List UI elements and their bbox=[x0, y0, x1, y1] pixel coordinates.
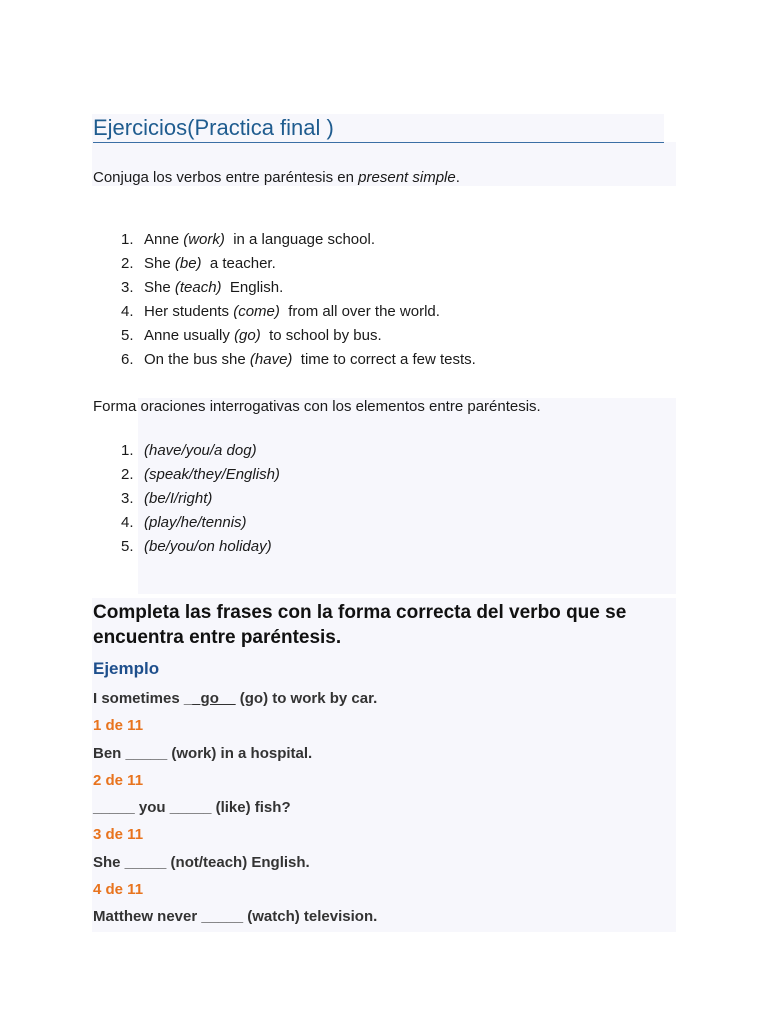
item-number: 2. bbox=[121, 466, 134, 483]
instruction-text: Conjuga los verbos entre paréntesis en bbox=[93, 169, 359, 186]
item-text: Her students bbox=[144, 303, 234, 320]
item-prompt: (speak/they/English) bbox=[144, 466, 280, 483]
list-item bbox=[93, 535, 280, 559]
list-item bbox=[93, 463, 280, 487]
item-text: She bbox=[144, 255, 175, 272]
question-text: Ben _____ (work) in a hospital. bbox=[93, 745, 313, 762]
list-item bbox=[93, 300, 476, 324]
instruction-emphasis: present simple bbox=[358, 169, 456, 186]
question-counter: 3 de 11 bbox=[93, 826, 144, 843]
list-item bbox=[93, 324, 476, 348]
item-number: 5. bbox=[121, 327, 134, 344]
item-text: Anne usually bbox=[144, 327, 235, 344]
item-verb: (be) bbox=[174, 255, 202, 272]
page-title: Ejercicios(Practica final ) bbox=[93, 114, 664, 143]
question-text: Matthew never _____ (watch) television. bbox=[93, 908, 378, 925]
list-item bbox=[93, 439, 280, 463]
item-text: a teacher. bbox=[201, 255, 276, 272]
item-text: from all over the world. bbox=[279, 303, 440, 320]
example-answer: _go__ bbox=[192, 690, 236, 707]
exercise2-instruction: Forma oraciones interrogativas con los elementos entre paréntesis. bbox=[93, 398, 541, 415]
example-sentence bbox=[93, 689, 377, 709]
question-text: She _____ (not/teach) English. bbox=[93, 854, 310, 871]
example-text: I sometimes _ bbox=[93, 690, 193, 707]
item-number: 2. bbox=[121, 255, 134, 272]
item-prompt: (play/he/tennis) bbox=[144, 514, 247, 531]
exercise3-heading: Completa las frases con la forma correcta del verbo que se encuentra entre paréntesis. bbox=[93, 602, 627, 648]
item-text: time to correct a few tests. bbox=[292, 351, 476, 368]
list-item bbox=[93, 228, 476, 252]
exercise1-instruction bbox=[93, 168, 460, 188]
question-counter: 4 de 11 bbox=[93, 881, 144, 898]
item-prompt: (be/you/on holiday) bbox=[144, 538, 272, 555]
item-number: 3. bbox=[121, 490, 134, 507]
item-verb: (come) bbox=[233, 303, 280, 320]
list-item bbox=[93, 276, 476, 300]
instruction-punctuation: . bbox=[455, 169, 460, 186]
item-verb: (work) bbox=[183, 231, 225, 248]
question-counter: 1 de 11 bbox=[93, 717, 144, 734]
item-number: 1. bbox=[121, 231, 134, 248]
question-text: _____ you _____ (like) fish? bbox=[93, 799, 291, 816]
item-text: in a language school. bbox=[224, 231, 375, 248]
item-number: 1. bbox=[121, 442, 134, 459]
exercise2-list bbox=[93, 439, 280, 559]
item-number: 4. bbox=[121, 303, 134, 320]
list-item bbox=[93, 348, 476, 372]
list-item bbox=[93, 487, 280, 511]
item-text: to school by bus. bbox=[260, 327, 382, 344]
item-text: English. bbox=[221, 279, 284, 296]
item-number: 4. bbox=[121, 514, 134, 531]
item-verb: (teach) bbox=[174, 279, 222, 296]
item-number: 3. bbox=[121, 279, 134, 296]
item-prompt: (have/you/a dog) bbox=[144, 442, 257, 459]
item-number: 6. bbox=[121, 351, 134, 368]
item-text: She bbox=[144, 279, 175, 296]
item-text: Anne bbox=[144, 231, 184, 248]
example-text: (go) to work by car. bbox=[235, 690, 378, 707]
example-label: Ejemplo bbox=[93, 659, 160, 678]
item-number: 5. bbox=[121, 538, 134, 555]
item-verb: (go) bbox=[234, 327, 261, 344]
item-prompt: (be/I/right) bbox=[144, 490, 213, 507]
item-verb: (have) bbox=[249, 351, 293, 368]
item-text: On the bus she bbox=[144, 351, 250, 368]
question-counter: 2 de 11 bbox=[93, 772, 144, 789]
list-item bbox=[93, 511, 280, 535]
list-item bbox=[93, 252, 476, 276]
exercise1-list bbox=[93, 228, 476, 372]
